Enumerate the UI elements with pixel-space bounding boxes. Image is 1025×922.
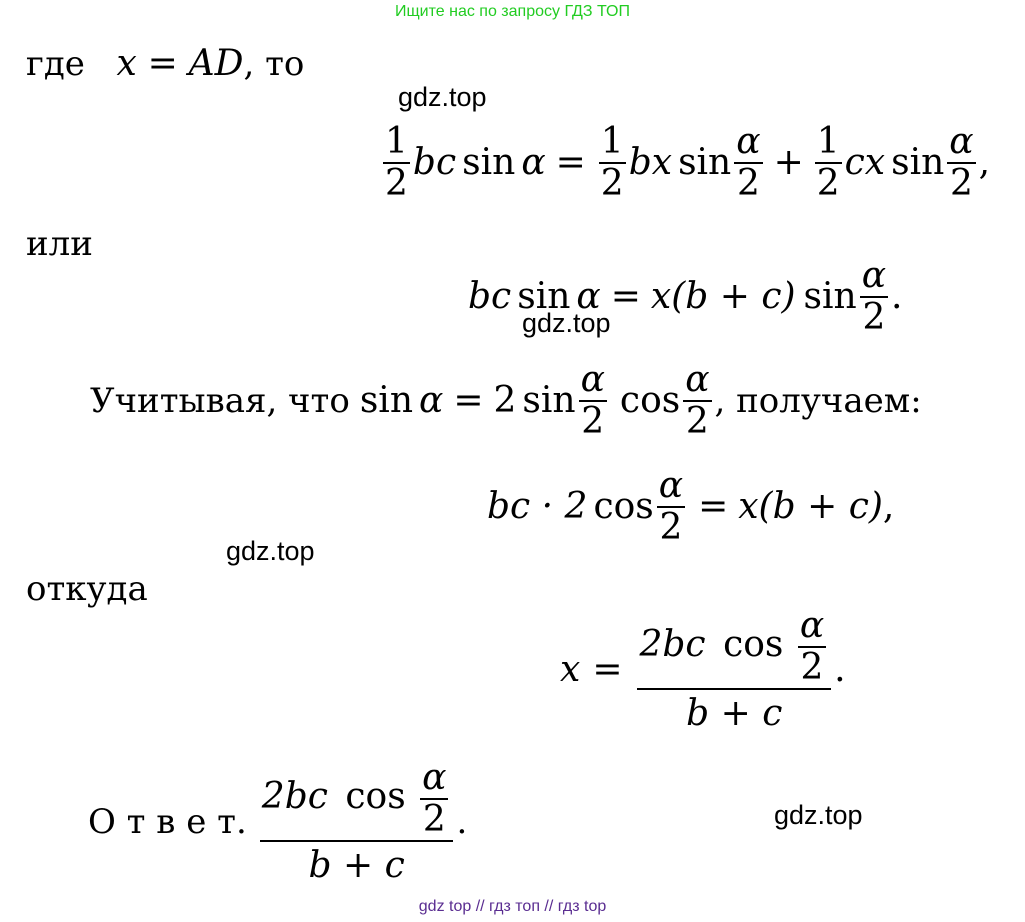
cos-op: cos: [619, 380, 681, 421]
sin-op: sin: [522, 380, 576, 421]
sin-op: sin: [517, 276, 571, 317]
term-bc: bc: [468, 276, 512, 317]
considering-line: [90, 359, 922, 442]
sin-op: sin: [462, 142, 516, 183]
var-x: x: [560, 649, 581, 690]
sin-op: sin: [359, 380, 414, 421]
fraction-main: 2bc cos $\frac{\alpha}{2}$ b + c: [637, 608, 831, 732]
eq-sign: =: [453, 380, 484, 421]
footer-links[interactable]: gdz top // гдз топ // гдз top: [418, 898, 607, 915]
eq-sign: =: [555, 142, 586, 183]
eq-sign: =: [698, 486, 729, 527]
answer-line: [88, 757, 468, 886]
eq-sign: =: [592, 649, 623, 690]
obtaining-text: , получаем:: [714, 381, 922, 421]
fraction-alpha-half: $\frac{\alpha}{2}$: [736, 121, 761, 204]
plus-sign: +: [773, 142, 804, 183]
fraction-alpha-half: $\frac{\alpha}{2}$: [685, 359, 710, 442]
equation-area: [380, 121, 991, 204]
fraction-one-half: $\frac{1}{2}$: [816, 121, 840, 204]
coef-two: 2: [493, 380, 517, 421]
term-bc: bc: [412, 142, 457, 183]
cos-op: cos: [593, 486, 654, 527]
fraction-alpha-half: $\frac{\alpha}{2}$: [949, 121, 974, 204]
comma: ,: [978, 142, 991, 183]
period: .: [834, 649, 846, 690]
sin-op: sin: [891, 142, 945, 183]
alpha: α: [419, 380, 444, 421]
term-bx: bx: [628, 142, 673, 183]
eq-sign: =: [147, 43, 178, 84]
fraction-alpha-half: $\frac{\alpha}{2}$: [658, 465, 684, 548]
where-prefix: где: [26, 44, 85, 84]
or-word: или: [26, 224, 93, 264]
fraction-answer: 2bc cos $\frac{\alpha}{2}$ b + c: [260, 760, 454, 884]
watermark: gdz.top: [522, 308, 611, 338]
watermark: gdz.top: [226, 536, 315, 566]
watermark: gdz.top: [774, 800, 863, 830]
term-cx: cx: [844, 142, 886, 183]
fraction-alpha-half: $\frac{\alpha}{2}$: [580, 359, 605, 442]
whence-word: откуда: [26, 569, 148, 609]
fraction-alpha-half: $\frac{\alpha}{2}$: [861, 255, 887, 338]
sin-op: sin: [678, 142, 732, 183]
var-x: x: [116, 43, 137, 84]
period: .: [891, 276, 903, 317]
watermark: gdz.top: [398, 82, 487, 112]
fraction-one-half: $\frac{1}{2}$: [385, 121, 408, 204]
considering-text: Учитывая, что: [90, 381, 350, 421]
where-suffix: , то: [243, 44, 305, 84]
answer-label: О т в е т.: [88, 802, 247, 842]
header-banner[interactable]: Ищите нас по запросу ГДЗ ТОП: [395, 3, 630, 20]
period: .: [456, 802, 468, 842]
comma: ,: [882, 486, 895, 527]
sin-op: sin: [803, 276, 857, 317]
eq-sign: =: [610, 276, 641, 317]
alpha: α: [576, 276, 601, 317]
var-AD: AD: [188, 43, 244, 84]
term-x-b-plus-c: x(b + c): [650, 276, 796, 317]
term-x-b-plus-c: x(b + c): [738, 486, 883, 527]
fraction-one-half: $\frac{1}{2}$: [600, 121, 624, 204]
term-bc-times-2: bc · 2: [487, 486, 588, 527]
equation-area: [487, 465, 895, 548]
alpha: α: [521, 142, 546, 183]
where-line: [26, 43, 305, 84]
equation-area: [560, 605, 846, 734]
